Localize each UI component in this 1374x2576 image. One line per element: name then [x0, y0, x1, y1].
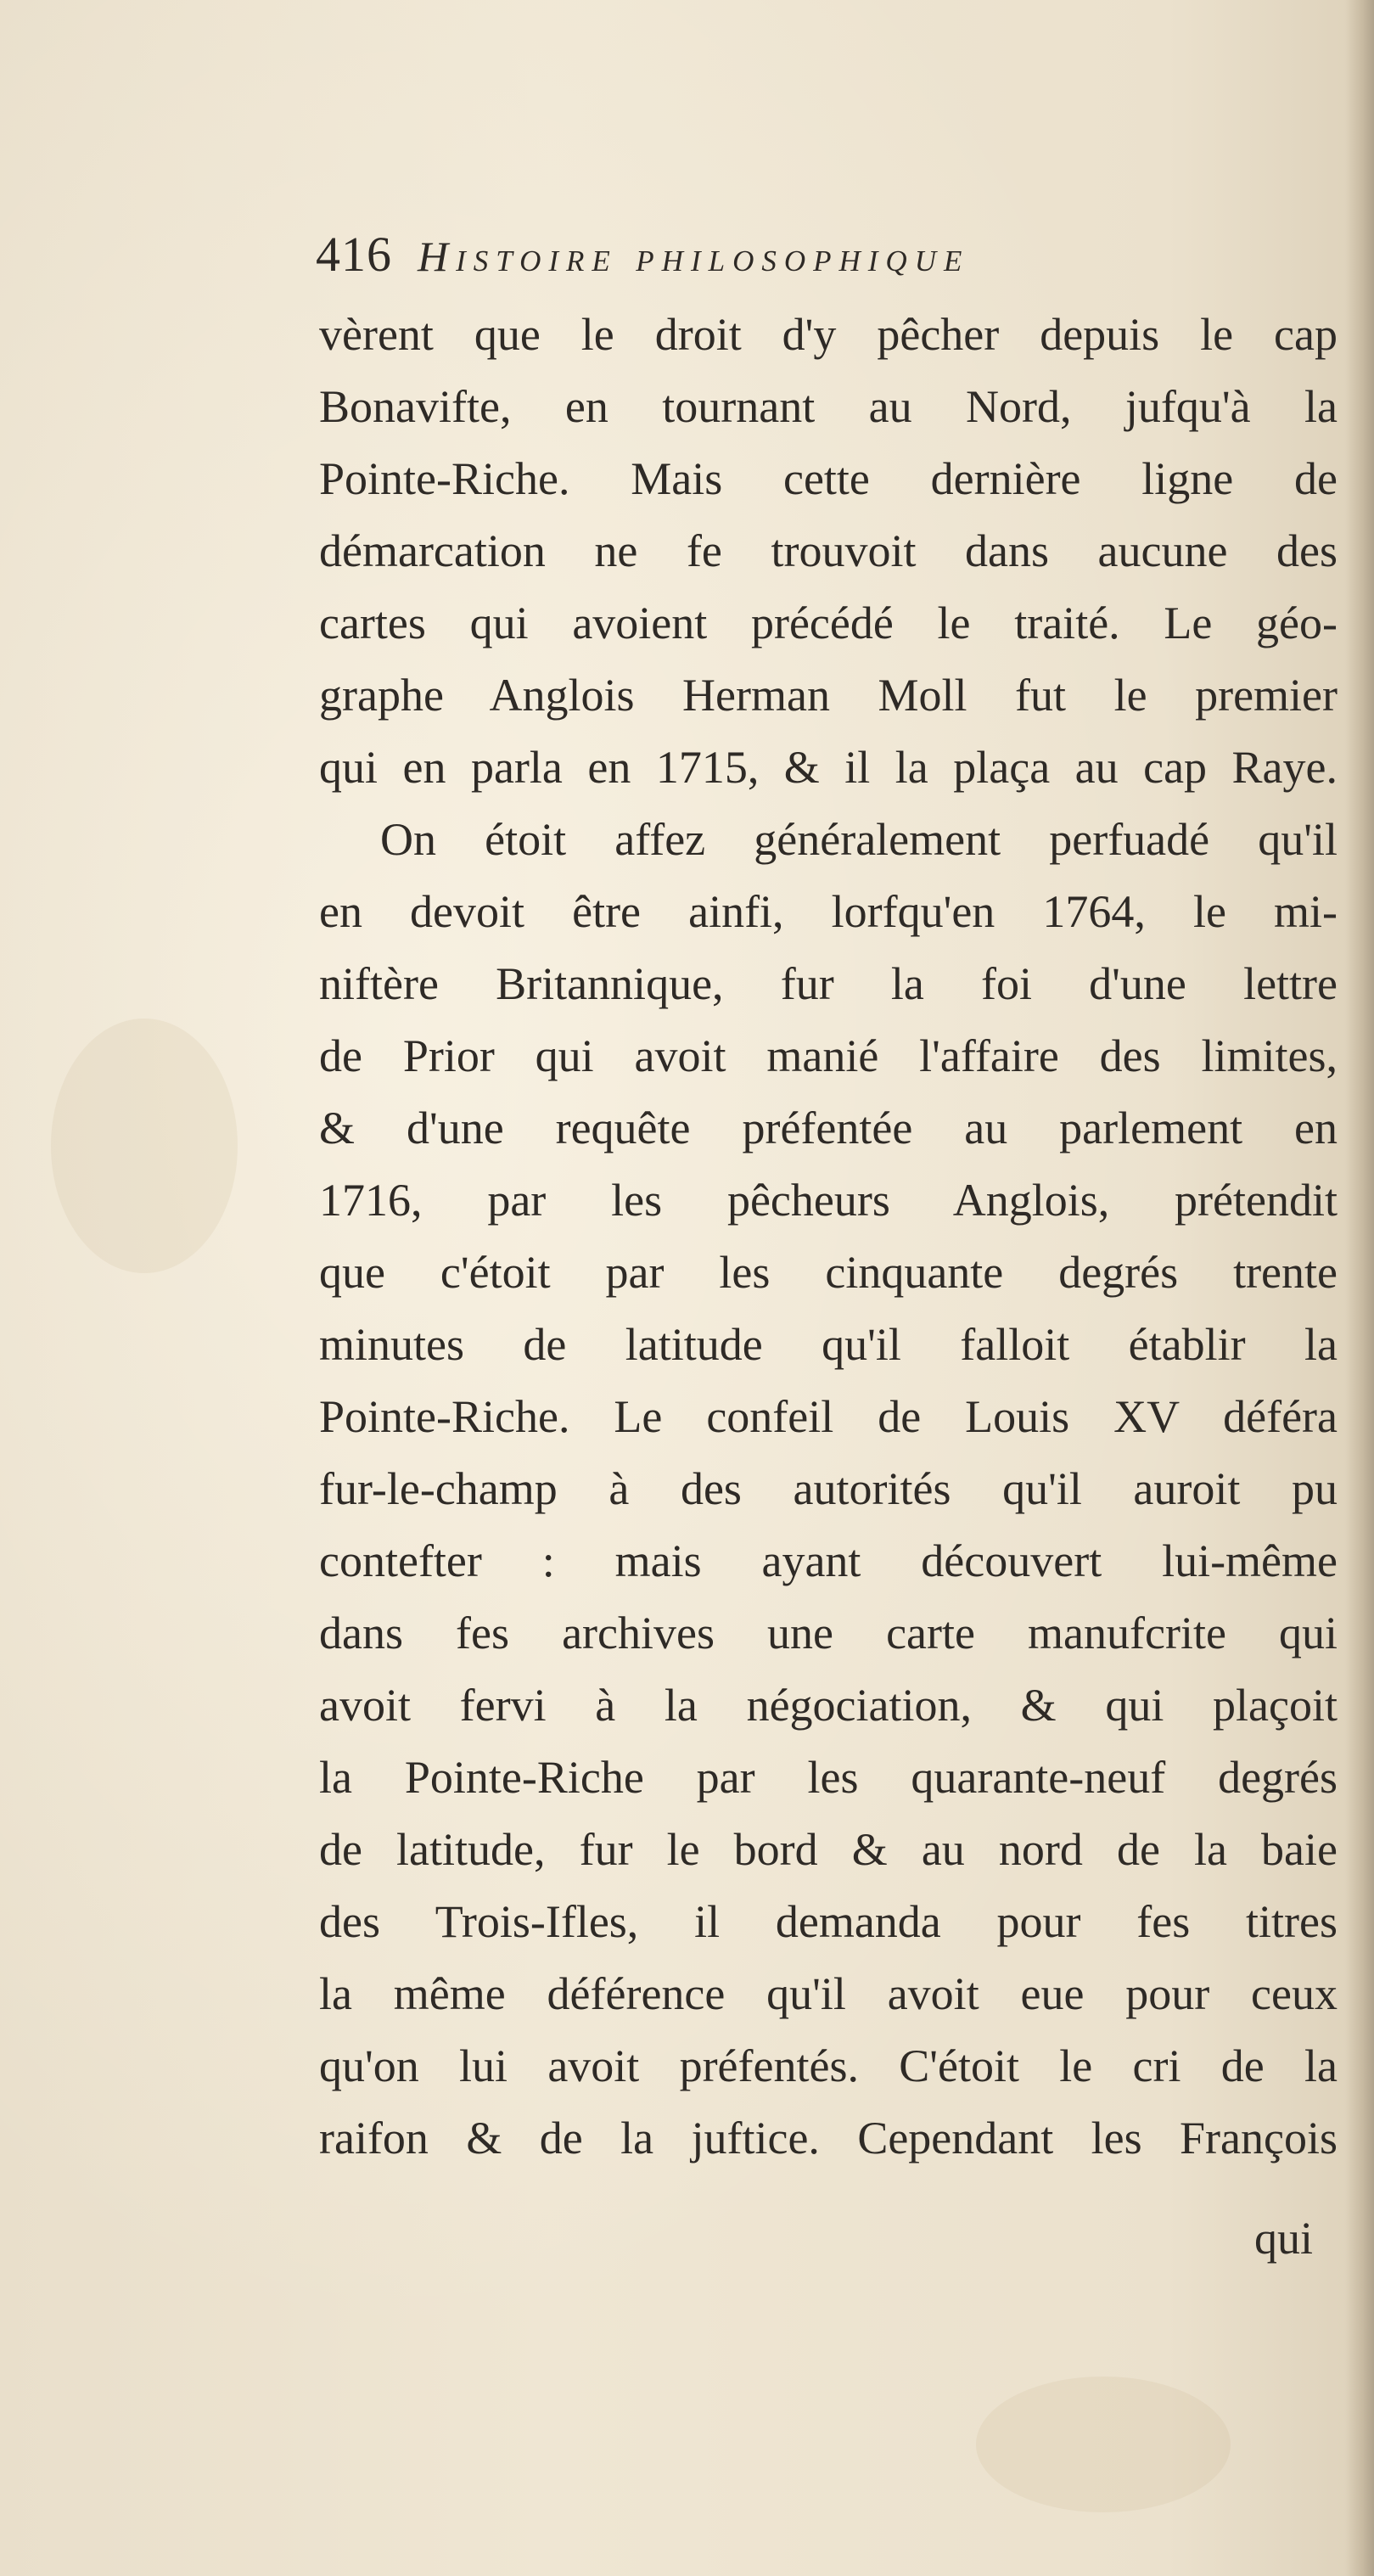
- text-line: qu'on lui avoit préfentés. C'étoit le cri de la: [319, 2040, 1338, 2091]
- body-text: [319, 299, 1338, 2175]
- text-line: démarcation ne fe trouvoit dans aucune des: [319, 525, 1338, 576]
- text-line: fur-le-champ à des autorités qu'il auroit pu: [319, 1463, 1338, 1514]
- text-line: Bonavifte, en tournant au Nord, jufqu'à la: [319, 381, 1338, 432]
- text-line: niftère Britannique, fur la foi d'une lettre: [319, 958, 1338, 1009]
- text-line: que c'étoit par les cinquante degrés trente: [319, 1247, 1338, 1298]
- text-line: contefter : mais ayant découvert lui-même: [319, 1535, 1338, 1586]
- page-header: [316, 226, 1317, 287]
- text-line: cartes qui avoient précédé le traité. Le géo-: [319, 598, 1338, 648]
- text-line: la même déférence qu'il avoit eue pour ceux: [319, 1968, 1338, 2019]
- paper-stain: [976, 2377, 1231, 2512]
- text-line: vèrent que le droit d'y pêcher depuis le cap: [319, 309, 1338, 360]
- page-number: 416: [316, 227, 392, 282]
- text-line: graphe Anglois Herman Moll fut le premier: [319, 670, 1338, 721]
- text-line: Pointe-Riche. Le confeil de Louis XV déféra: [319, 1391, 1338, 1442]
- catchword: qui: [1254, 2213, 1314, 2264]
- text-line: qui en parla en 1715, & il la plaça au cap Raye.: [319, 742, 1338, 793]
- text-line: de latitude, fur le bord & au nord de la baie: [319, 1824, 1338, 1875]
- text-line: en devoit être ainfi, lorfqu'en 1764, le mi-: [319, 886, 1338, 937]
- paper-stain: [51, 1019, 238, 1273]
- text-line: & d'une requête préfentée au parlement en: [319, 1103, 1338, 1153]
- text-line: Pointe-Riche. Mais cette dernière ligne de: [319, 453, 1338, 504]
- text-line: de Prior qui avoit manié l'affaire des limites,: [319, 1030, 1338, 1081]
- text-line: raifon & de la juftice. Cependant les François: [319, 2113, 1338, 2164]
- paragraph-start-line: On étoit affez généralement perfuadé qu'il: [380, 814, 1338, 865]
- page-gutter-shadow: [1345, 0, 1374, 2576]
- text-line: minutes de latitude qu'il falloit établir la: [319, 1319, 1338, 1370]
- text-line: 1716, par les pêcheurs Anglois, prétendit: [319, 1175, 1338, 1226]
- text-line: des Trois-Ifles, il demanda pour fes titres: [319, 1896, 1338, 1947]
- running-head: Histoire philosophique: [418, 233, 970, 280]
- text-line: la Pointe-Riche par les quarante-neuf degrés: [319, 1752, 1338, 1803]
- text-line: avoit fervi à la négociation, & qui plaçoit: [319, 1680, 1338, 1731]
- text-line: dans fes archives une carte manufcrite qui: [319, 1608, 1338, 1658]
